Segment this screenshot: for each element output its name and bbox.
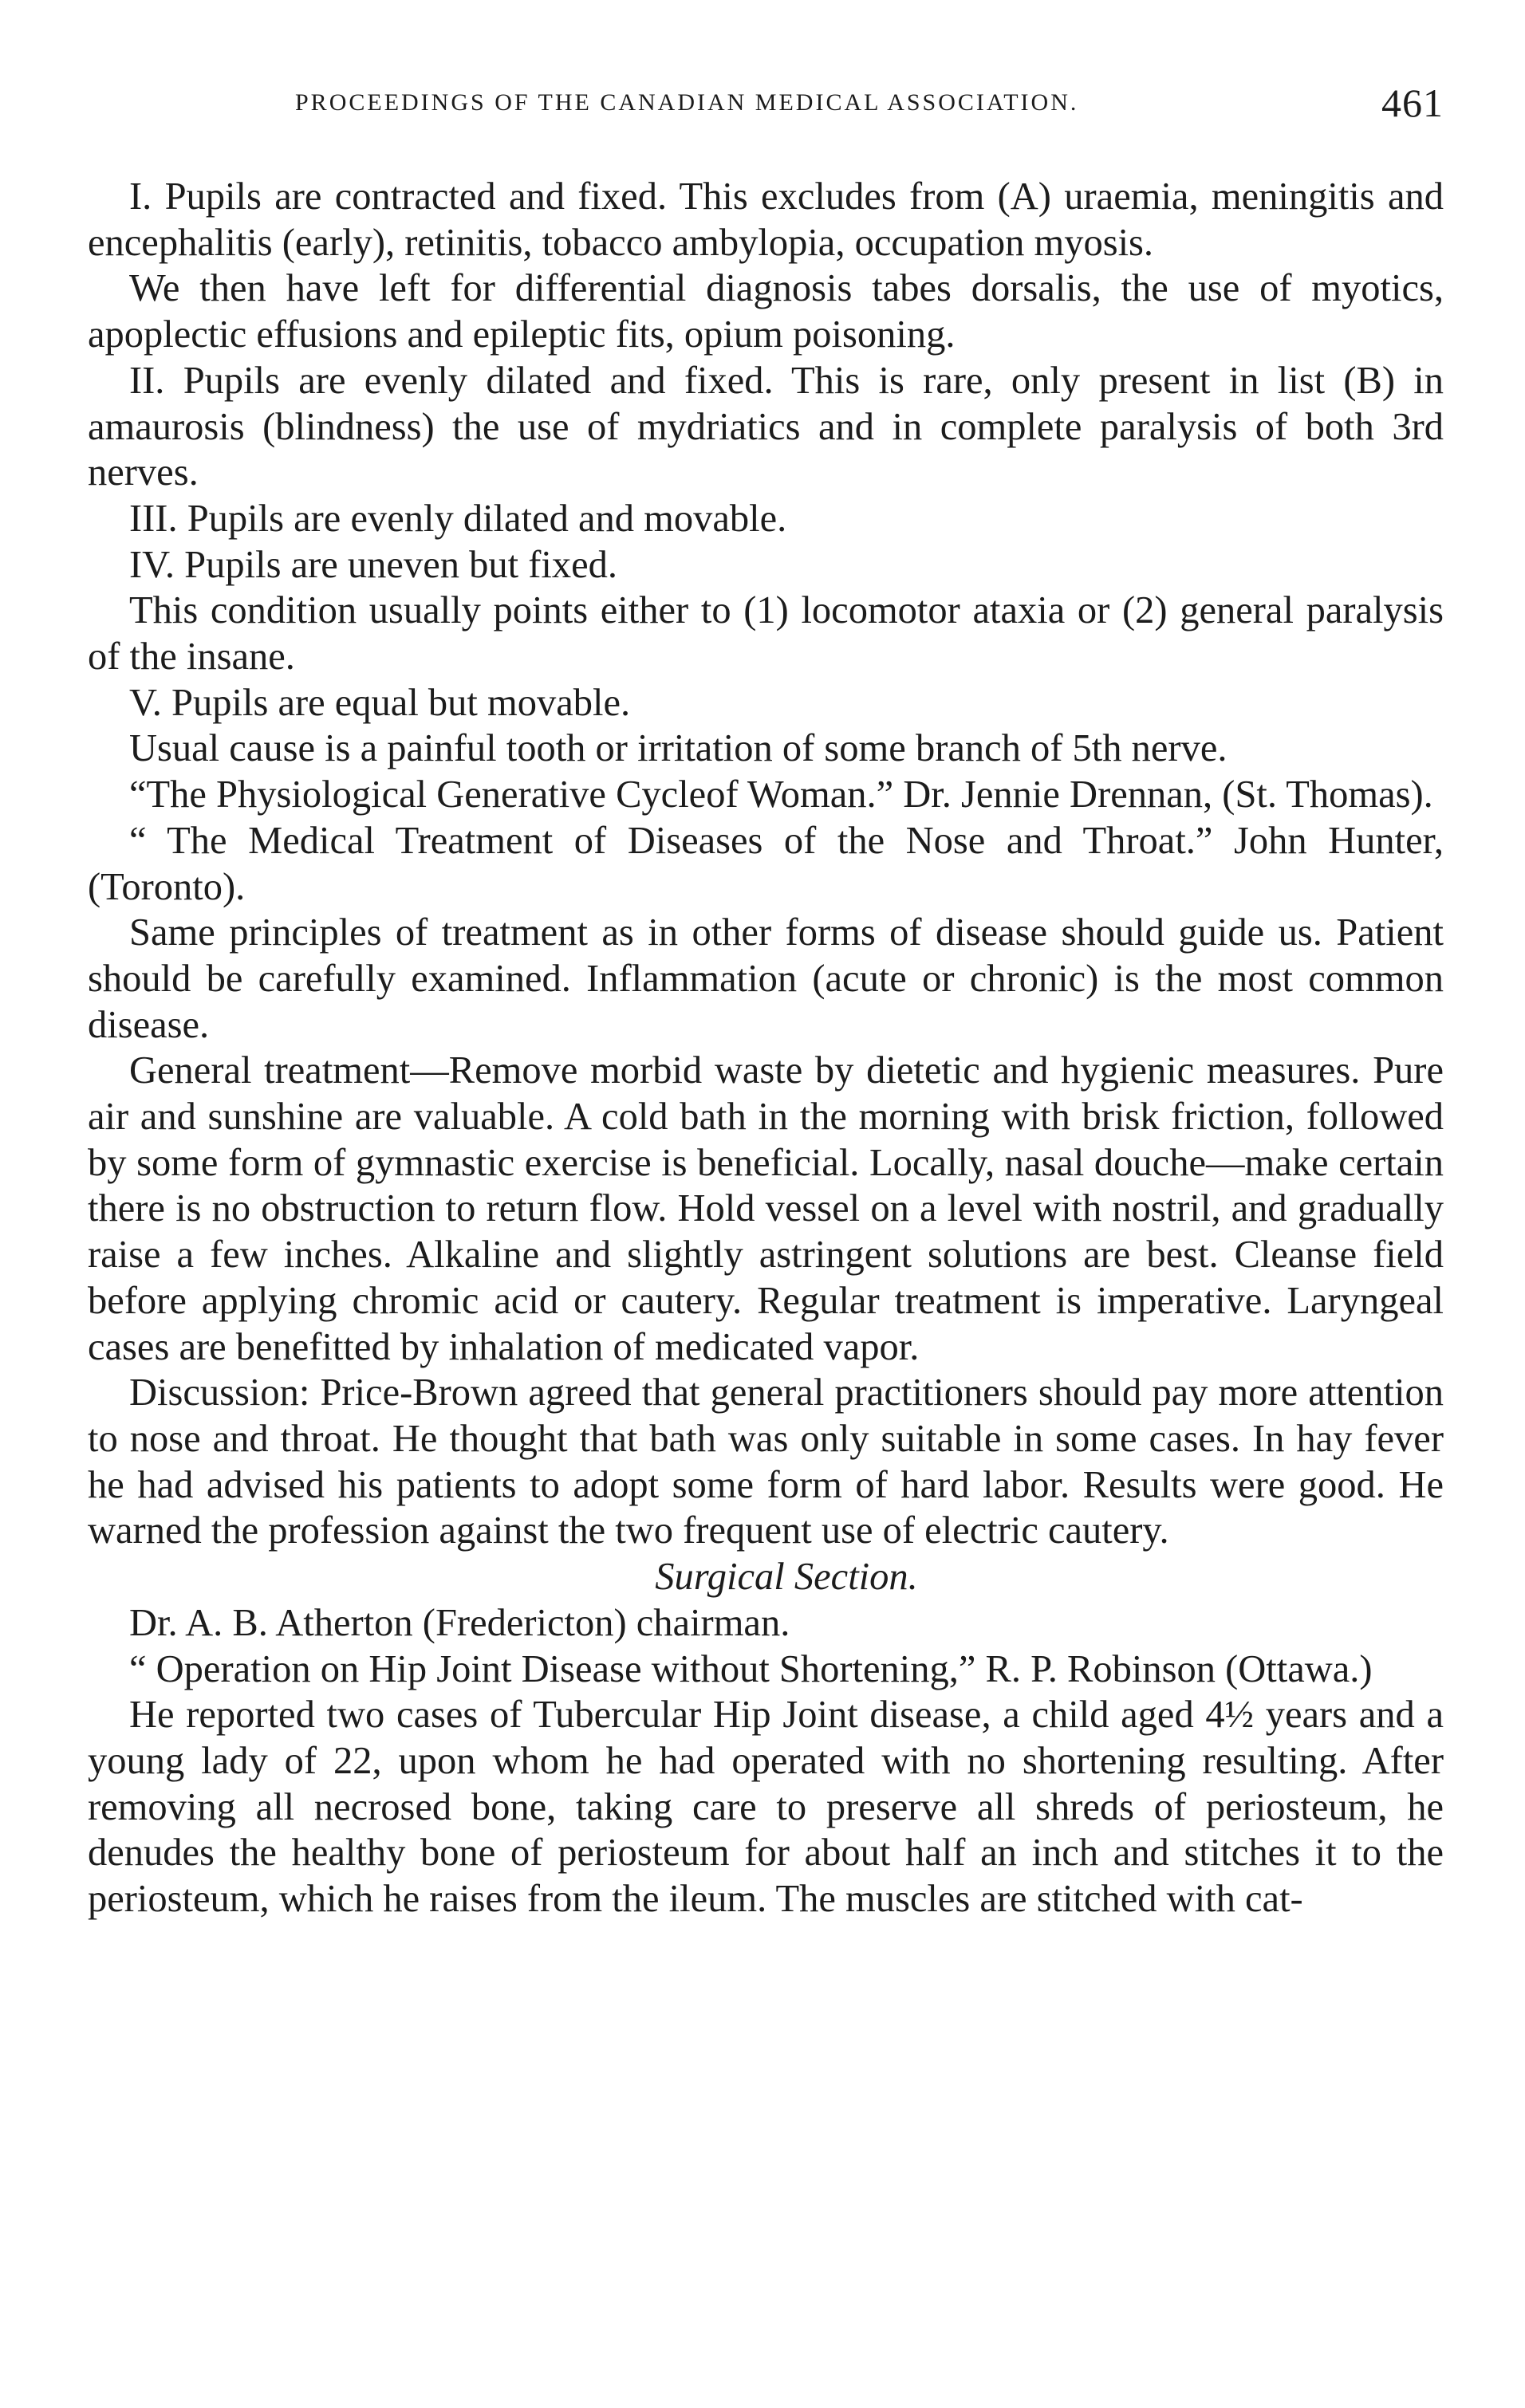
section-heading: Surgical Section. xyxy=(655,1556,918,1599)
paragraph: We then have left for differential diagnosis tabes dorsalis, the use of myotics, apoplectic effusions and epileptic fits, opium poisoning. xyxy=(88,267,1444,356)
page-number: 461 xyxy=(1381,81,1444,125)
paragraph: This condition usually points either to (1) locomotor ataxia or (2) general paralysis of the insane. xyxy=(88,589,1444,679)
paragraph: II. Pupils are evenly dilated and fixed. This is rare, only present in list (B) in amaurosis (blindness) the use of mydriatics and in complete paralysis of both 3rd nerves. xyxy=(88,359,1444,494)
paragraph: He reported two cases of Tubercular Hip Joint disease, a child aged 4½ years and a young lady of 22, upon whom he had operated with no shortening resulting. After removing all necrosed bone, taking care to preserve all shreds of periosteum, he denudes the healthy bone of periosteum for about half an inch and stitches it to the periosteum, which he raises from the ileum. The muscles are stitched with cat- xyxy=(88,1694,1444,1921)
paragraph: “ Operation on Hip Joint Disease without Shortening,” R. P. Robinson (Ottawa.) xyxy=(129,1647,1373,1690)
paragraph: General treatment—Remove morbid waste by dietetic and hygienic measures. Pure air and sunshine are valuable. A cold bath in the morning with brisk friction, followed by some form of gymnastic exercise is beneficial. Locally, nasal douche—make certain there is no obstruction to return flow. Hold vessel on a level with nostril, and gradually raise a few inches. Alkaline and slightly astringent solutions are best. Cleanse field before applying chromic acid or cautery. Regular treatment is imperative. Laryngeal cases are benefitted by inhalation of medicated vapor. xyxy=(88,1049,1444,1368)
paragraph: Dr. A. B. Atherton (Fredericton) chairman. xyxy=(129,1601,790,1644)
page-header xyxy=(295,80,1444,128)
paragraph: IV. Pupils are uneven but fixed. xyxy=(129,543,617,586)
paragraph: I. Pupils are contracted and fixed. This excludes from (A) uraemia, meningitis and encephalitis (early), retinitis, tobacco ambylopia, occupation myosis. xyxy=(88,175,1444,264)
paragraph: III. Pupils are evenly dilated and movable. xyxy=(129,497,787,540)
running-title: PROCEEDINGS OF THE CANADIAN MEDICAL ASSOCIATION. xyxy=(295,89,1079,116)
page-body xyxy=(88,174,1444,1922)
paragraph: Same principles of treatment as in other forms of disease should guide us. Patient should be carefully examined. Inflammation (acute or chronic) is the most common disease. xyxy=(88,911,1444,1046)
paragraph: Usual cause is a painful tooth or irritation of some branch of 5th nerve. xyxy=(129,727,1227,770)
paragraph: Discussion: Price-Brown agreed that general practitioners should pay more attention to nose and throat. He thought that bath was only suitable in some cases. In hay fever he had advised his patients to adopt some form of hard labor. Results were good. He warned the profession against the two frequent use of electric cautery. xyxy=(88,1371,1444,1552)
paragraph: V. Pupils are equal but movable. xyxy=(129,681,631,724)
paragraph: “The Physiological Generative Cycleof Woman.” Dr. Jennie Drennan, (St. Thomas). xyxy=(129,773,1433,816)
paragraph: “ The Medical Treatment of Diseases of the Nose and Throat.” John Hunter, (Toronto). xyxy=(88,819,1444,908)
